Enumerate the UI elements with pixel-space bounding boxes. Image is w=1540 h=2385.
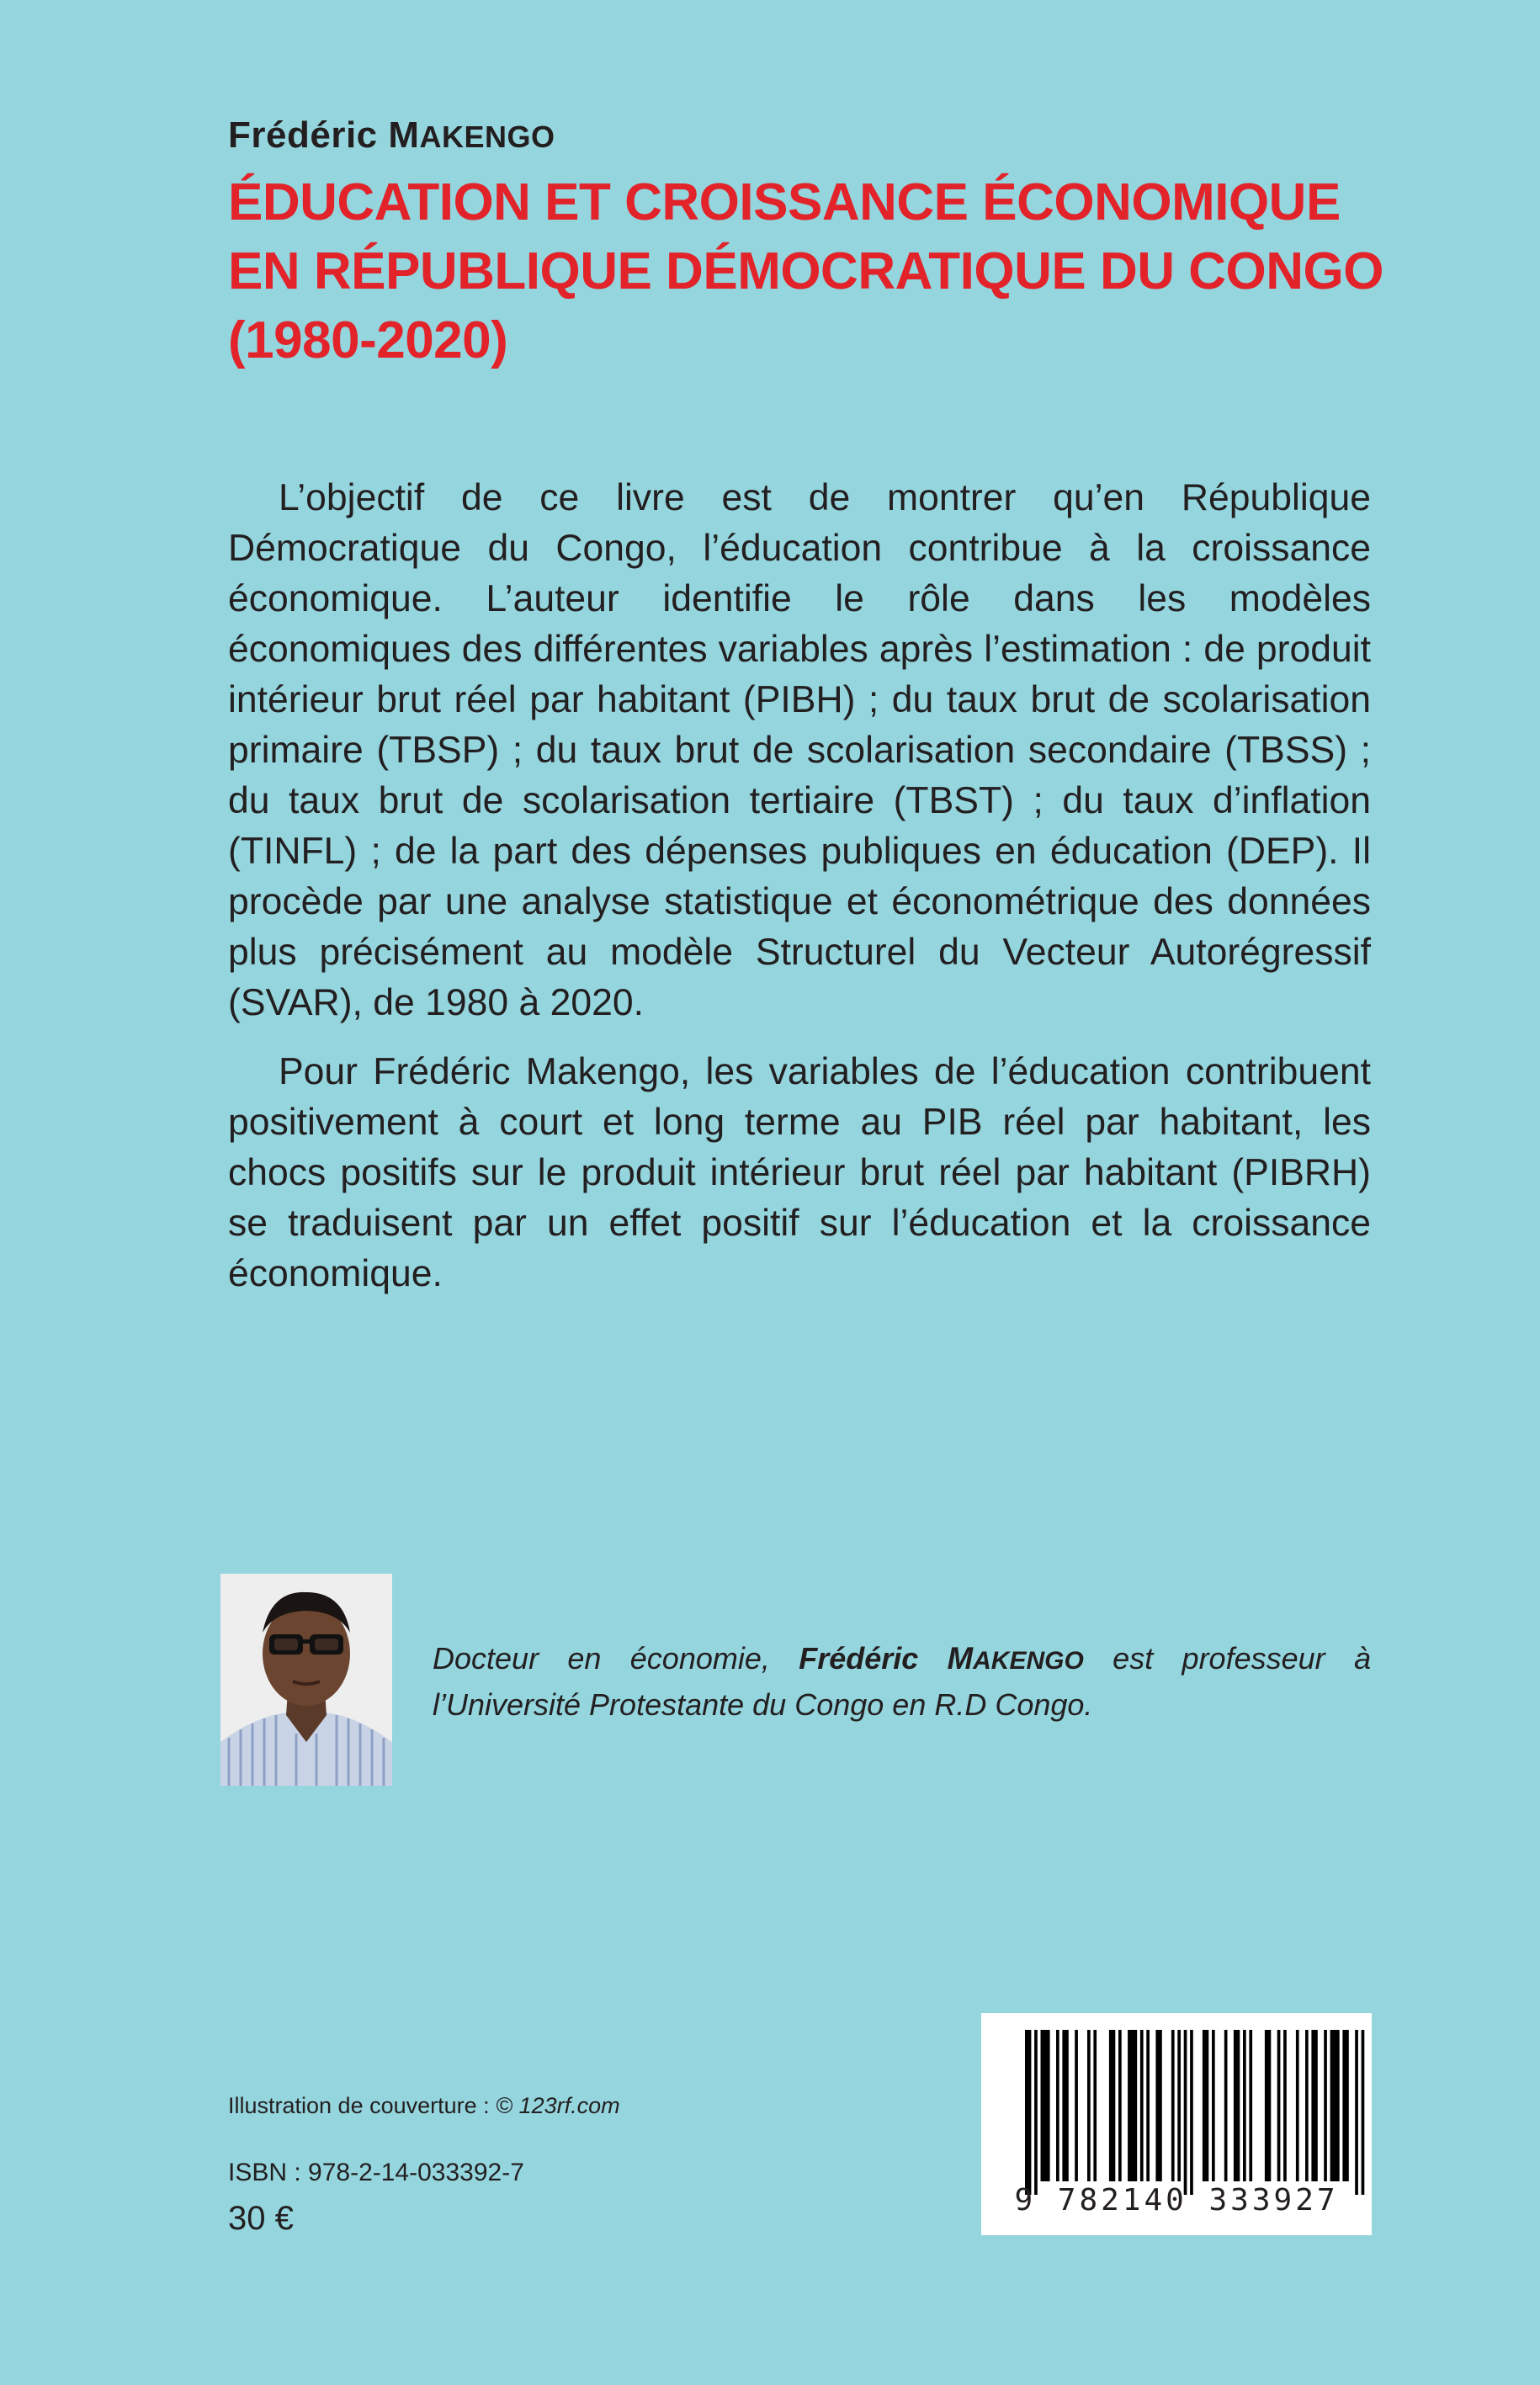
barcode-bar xyxy=(1355,2030,1358,2195)
barcode-bar xyxy=(1056,2030,1059,2181)
barcode-digits: 9 782140 333927 xyxy=(1014,2183,1339,2218)
barcode-bar xyxy=(1243,2030,1246,2181)
barcode-bar xyxy=(1324,2030,1327,2181)
barcode-bar xyxy=(1093,2030,1097,2181)
bio-author-name xyxy=(799,1641,1084,1676)
barcode-bar xyxy=(1140,2030,1144,2181)
barcode-bar xyxy=(1087,2030,1091,2181)
author-portrait-image xyxy=(220,1574,392,1786)
barcode-bar xyxy=(1277,2030,1281,2181)
barcode-bar xyxy=(1062,2030,1068,2181)
barcode-bar xyxy=(1203,2030,1208,2181)
barcode-bar xyxy=(1184,2030,1187,2195)
barcode-bar xyxy=(1362,2030,1365,2195)
credit-label: Illustration de couverture : xyxy=(228,2093,497,2118)
barcode-bar xyxy=(1118,2030,1122,2181)
title-line-2: EN RÉPUBLIQUE DÉMOCRATIQUE DU CONGO xyxy=(228,242,1383,300)
barcode-bar xyxy=(1212,2030,1215,2181)
barcode-bar xyxy=(1330,2030,1340,2181)
isbn: ISBN : 978-2-14-033392-7 xyxy=(228,2159,524,2186)
credit-value: © 123rf.com xyxy=(496,2093,620,2118)
barcode-bar xyxy=(1109,2030,1115,2181)
barcode-bar xyxy=(1234,2030,1240,2181)
barcode-bar xyxy=(1155,2030,1161,2181)
back-cover-summary xyxy=(228,473,1371,1318)
barcode-bar xyxy=(1342,2030,1348,2181)
bio-suffix: est professeur à l’Université Protestante du Congo en R.D Congo. xyxy=(433,1641,1371,1722)
barcode-bar xyxy=(1311,2030,1317,2181)
barcode-bar xyxy=(1283,2030,1287,2181)
price: 30 € xyxy=(228,2200,294,2237)
author-photo xyxy=(220,1574,392,1786)
barcode xyxy=(981,2013,1372,2235)
author-last-name: MAKENGO xyxy=(388,114,555,156)
barcode-bar xyxy=(1265,2030,1271,2181)
barcode-bar xyxy=(1224,2030,1228,2181)
author-name xyxy=(228,114,555,157)
barcode-bar xyxy=(1296,2030,1299,2181)
book-title xyxy=(228,168,1406,375)
title-line-1: ÉDUCATION ET CROISSANCE ÉCONOMIQUE xyxy=(228,173,1341,231)
barcode-bar xyxy=(1171,2030,1175,2181)
bio-prefix: Docteur en économie, xyxy=(433,1641,799,1676)
author-first-name: Frédéric xyxy=(228,114,389,156)
summary-paragraph-2: Pour Frédéric Makengo, les variables de l’éducation contribuent positivement à court et long terme au PIB réel par habitant, les chocs positifs sur le produit intérieur brut réel par habitant (PIBRH) se traduisent par un effet positif sur l’éducation et la croissance économique. xyxy=(228,1051,1371,1294)
barcode-bar xyxy=(1128,2030,1137,2181)
author-bio xyxy=(433,1637,1371,1727)
bio-author-last: MAKENGO xyxy=(947,1641,1084,1676)
barcode-bar xyxy=(1190,2030,1193,2195)
cover-illustration-credit xyxy=(228,2093,620,2119)
barcode-bar xyxy=(1041,2030,1050,2181)
barcode-bar xyxy=(1075,2030,1078,2181)
barcode-bar xyxy=(1305,2030,1309,2181)
barcode-bar xyxy=(1025,2030,1031,2195)
barcode-bar xyxy=(1146,2030,1150,2181)
barcode-bar xyxy=(1249,2030,1252,2181)
bio-author-first: Frédéric xyxy=(799,1641,948,1676)
summary-paragraph-1: L’objectif de ce livre est de montrer qu’en République Démocratique du Congo, l’éducation contribue à la croissance économique. L’auteur identifie le rôle dans les modèles économiques des différentes variables après l’estimation : de produit intérieur brut réel par habitant (PIBH) ; du taux brut de scolarisation primaire (TBSP) ; du taux brut de scolarisation secondaire (TBSS) ; du taux brut de scolarisation tertiaire (TBST) ; du taux d’inflation (TINFL) ; de la part des dépenses publiques en éducation (DEP). Il procède par une analyse statistique et économétrique des données plus précisément au modèle Structurel du Vecteur Autorégressif (SVAR), de 1980 à 2020. xyxy=(228,477,1371,1023)
title-line-3: (1980-2020) xyxy=(228,311,508,369)
barcode-bar xyxy=(1034,2030,1038,2195)
barcode-bar xyxy=(1177,2030,1181,2181)
